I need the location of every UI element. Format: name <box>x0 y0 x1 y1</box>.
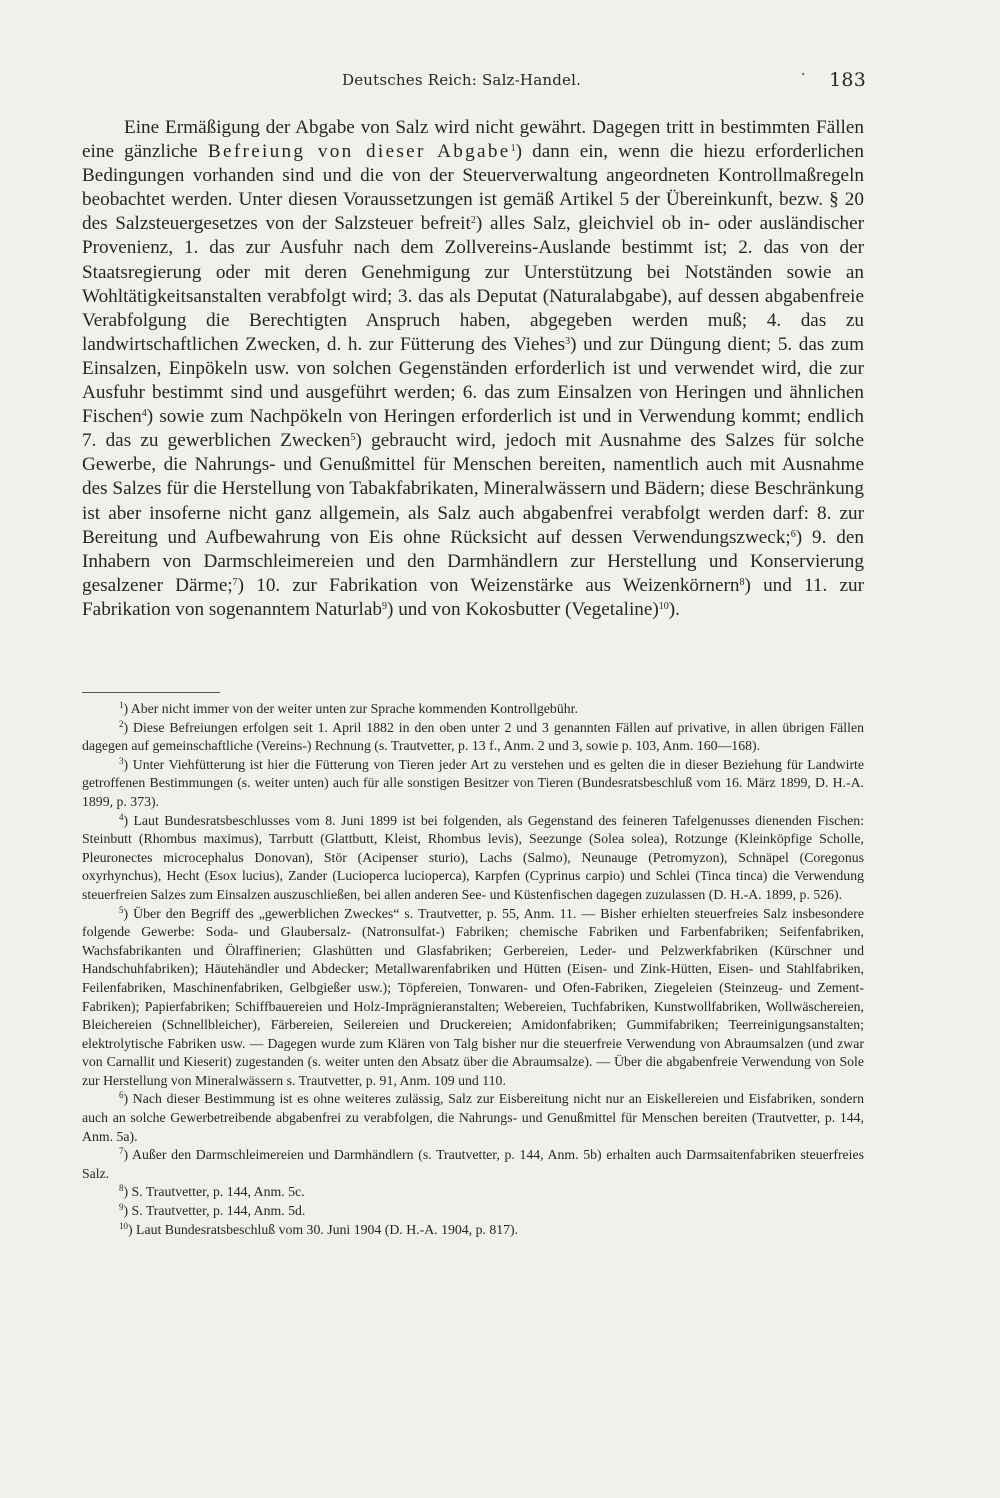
body-text: ) alles Salz, gleichviel ob in- oder ausländischer Provenienz, 1. das zur Ausfuhr nach dem Zollvereins-Auslande bestimmt ist; 2. das von der Staatsregierung oder mit deren Genehmigung zur Unterstützung bei Notständen sowie an Wohltätigkeitsanstalten verabfolgt wird; 3. das als Deputat (Naturalabgabe), auf dessen abgabenfreie Verabfolgung die Berechtigten Anspruch haben, abgegeben werden muß; 4. das zu landwirtschaftlichen Zwecken, d. h. zur Fütterung des Viehes <box>82 213 864 355</box>
footnote-ref: 1 <box>510 143 516 155</box>
footnote-mark: 1 <box>119 700 124 710</box>
footnote-mark: 4 <box>119 811 124 822</box>
footnote-text: ) Laut Bundesratsbeschluß vom 30. Juni 1904 (D. H.-A. 1904, p. 817). <box>128 1221 519 1237</box>
footnote-9 <box>82 1202 864 1221</box>
footnote-10 <box>82 1221 864 1240</box>
running-header <box>342 67 866 91</box>
footnote-mark: 5 <box>119 904 124 915</box>
footnote-mark: 3 <box>119 755 124 766</box>
header-dot: · <box>801 67 806 83</box>
body-text: ) und zur Düngung dient; 5. das zum Einsalzen, Einpökeln usw. von solchen Gegenständen erforderlich ist und verwendet wird, die zur Ausfuhr bestimmt sind und ausgeführt werden; 6. das zum Einsalzen von Heringen und ähnlichen Fischen <box>82 333 864 428</box>
footnote-text: ) Außer den Darmschleimereien und Darmhändlern (s. Trautvetter, p. 144, Anm. 5b) erhalten auch Darmsaitenfabriken steuerfreies Salz. <box>82 1147 864 1181</box>
page-number: 183 <box>829 69 866 91</box>
running-title: Deutsches Reich: Salz-Handel. <box>342 71 582 89</box>
spaced-emphasis: Befreiung von dieser Abgabe <box>207 141 511 163</box>
footnote-ref: 2 <box>470 215 476 227</box>
footnote-text: ) Über den Begriff des „gewerblichen Zweckes“ s. Trautvetter, p. 55, Anm. 11. — Bisher erhielten steuerfreies Salz insbesondere folgende Gewerbe: Soda- und Glaubersalz- (Natronsulfat-) Fabriken; chemische Fabriken und Farbenfabriken; Seifenfabriken, Wachsfabrikanten und Ölraffinerien; Glashütten und Glasfabriken; Gerbereien, Leder- und Pelzwerkfabriken (Kürschner und Handschuhfabriken); Häutehändler und Abdecker; Metallwarenfabriken und Hütten (Eisen- und Zink-Hütten, Eisen- und Stahlfabriken, Feilenfabriken, Maschinenfabriken, Gelbgießer usw.); Töpfereien, Tonwaren- und Ofen-Fabriken, Ziegeleien (Steinzeug- und Zement-Fabriken); Papierfabriken; Schiffbauereien und Holz-Imprägnieranstalten; Webereien, Tuchfabriken, Kunstwollfabriken, Wollwäschereien, Bleichereien (Schnellbleicher), Färbereien, Seilereien und Druckereien; Amidonfabriken; Gummifabriken; Teerreinigungsanstalten; elektrolytische Fabriken usw. — Dagegen wurde zum Klären von Talg bisher nur die steuerfreie Verwendung von Abraumsalzen (und zwar von Carnallit und Kieserit) zugestanden (s. weiter unten den Absatz über die Abraumsalze). — Über die abgabenfreie Verwendung von Sole zur Herstellung von Mineralwässern s. Trautvetter, p. 91, Anm. 109 und 110. <box>82 905 864 1088</box>
body-text: ) und von Kokosbutter (Vegetaline) <box>387 598 659 620</box>
footnote-3 <box>82 756 864 812</box>
footnote-text: ) Unter Viehfütterung ist hier die Fütterung von Tieren jeder Art zu verstehen und es gelten die in dieser Beziehung für Landwirte getroffenen Bestimmungen (s. weiter unten) auch für alle sonstigen Besitzer von Tieren (Bundesratsbeschluß vom 16. März 1899, D. H.-A. 1899, p. 373). <box>82 756 864 809</box>
body-text: ) gebraucht wird, jedoch mit Ausnahme des Salzes für solche Gewerbe, die Nahrungs- und Genußmittel für Menschen bereiten, namentlich auch mit Ausnahme des Salzes für die Herstellung von Tabakfabrikaten, Mineralwässern und Bädern; diese Beschränkung ist aber insoferne nicht ganz allgemein, als Salz auch abgabenfrei verabfolgt werden darf: 8. zur Bereitung und Aufbewahrung von Eis ohne Rücksicht auf dessen Verwendungszweck; <box>82 430 864 548</box>
footnote-text: ) S. Trautvetter, p. 144, Anm. 5d. <box>123 1203 306 1219</box>
footnote-ref: 3 <box>565 335 571 347</box>
body-text: ) 10. zur Fabrikation von Weizenstärke aus Weizenkörnern <box>237 574 740 596</box>
footnote-mark: 10 <box>119 1220 128 1231</box>
footnote-mark: 2 <box>119 718 124 729</box>
footnote-text: ) Laut Bundesratsbeschlusses vom 8. Juni 1899 ist bei folgenden, als Gegenstand des feineren Tafelgenusses dienenden Fischen: Steinbutt (Rhombus maximus), Tarrbutt (Glattbutt, Kleist, Rhombus levis), Seezunge (Solea solea), Rotzunge (Kleinköpfige Scholle, Pleuronectes microcephalus Donovan), Stör (Acipenser sturio), Lachs (Salmo), Neunauge (Petromyzon), Schnäpel (Coregonus oxyrhynchus), Hecht (Esox lucius), Zander (Lucioperca lucioperca), Karpfen (Cyprinus carpio) und Schlei (Tinca tinca) die Verwendung steuerfreien Salzes zum Einsalzen auszuschließen, bei allen anderen See- und Küstenfischen dagegen zuzulassen (D. H.-A. 1899, p. 526). <box>82 812 864 902</box>
footnotes <box>82 700 864 1239</box>
footnote-ref: 7 <box>232 576 238 588</box>
body-text: ) dann ein, wenn die hiezu erforderlichen Bedingungen vorhanden sind und die von der Steuerverwaltung angeordneten Kontrollmaßregeln beobachtet werden. Unter diesen Voraussetzungen ist gemäß Artikel 5 der Übereinkunft, bezw. § 20 des Salzsteuergesetzes von der Salzsteuer befreit <box>82 141 865 235</box>
footnote-text: ) Nach dieser Bestimmung ist es ohne weiteres zulässig, Salz zur Eisbereitung nicht nur an Eiskellereien und Eisfabriken, sondern auch an solche Gewerbetreibende abgabenfrei zu verabfolgen, die Nahrungs- und Genußmittel für Menschen bereiten (Trautvetter, p. 144, Anm. 5a). <box>82 1091 864 1144</box>
footnote-2 <box>82 719 864 756</box>
footnote-mark: 8 <box>119 1183 124 1194</box>
body-paragraph <box>82 116 864 622</box>
footnote-ref: 10 <box>658 600 669 612</box>
footnote-1 <box>82 700 864 719</box>
body-text: Eine Ermäßigung der Abgabe von Salz wird nicht gewährt. Dagegen tritt in bestimmten Fällen eine gänzliche <box>82 117 864 163</box>
footnote-ref: 5 <box>350 432 356 444</box>
footnote-text: ) Aber nicht immer von der weiter unten zur Sprache kommenden Kontrollgebühr. <box>123 701 578 716</box>
footnote-5 <box>82 905 864 1091</box>
body-text: ) sowie zum Nachpökeln von Heringen erforderlich ist und in Verwendung kommt; endlich 7. das zu gewerblichen Zwecken <box>82 406 864 452</box>
footnote-ref: 9 <box>382 600 388 612</box>
footnote-separator <box>82 692 220 693</box>
footnote-4 <box>82 812 864 905</box>
body-text: ) und 11. zur Fabrikation von sogenanntem Naturlab <box>82 574 864 620</box>
footnote-mark: 6 <box>119 1090 124 1101</box>
footnote-text: ) Diese Befreiungen erfolgen seit 1. April 1882 in den oben unter 2 und 3 genannten Fällen auf privative, in allen übrigen Fällen dagegen auf gemeinschaftliche (Vereins-) Rechnung (s. Trautvetter, p. 13 f., Anm. 2 und 3, sowie p. 103, Anm. 160—168). <box>82 719 864 754</box>
body-text: ) 9. den Inhabern von Darmschleimereien und den Darmhändlern zur Herstellung und Konservierung gesalzener Därme; <box>82 526 864 596</box>
footnote-mark: 9 <box>119 1202 124 1213</box>
footnote-8 <box>82 1183 864 1202</box>
footnote-6 <box>82 1090 864 1146</box>
footnote-ref: 8 <box>739 576 745 588</box>
body-text: ). <box>668 598 680 620</box>
footnote-7 <box>82 1146 864 1183</box>
footnote-text: ) S. Trautvetter, p. 144, Anm. 5c. <box>123 1184 305 1200</box>
footnote-ref: 4 <box>141 408 147 420</box>
footnote-ref: 6 <box>790 528 796 540</box>
footnote-mark: 7 <box>119 1146 124 1157</box>
